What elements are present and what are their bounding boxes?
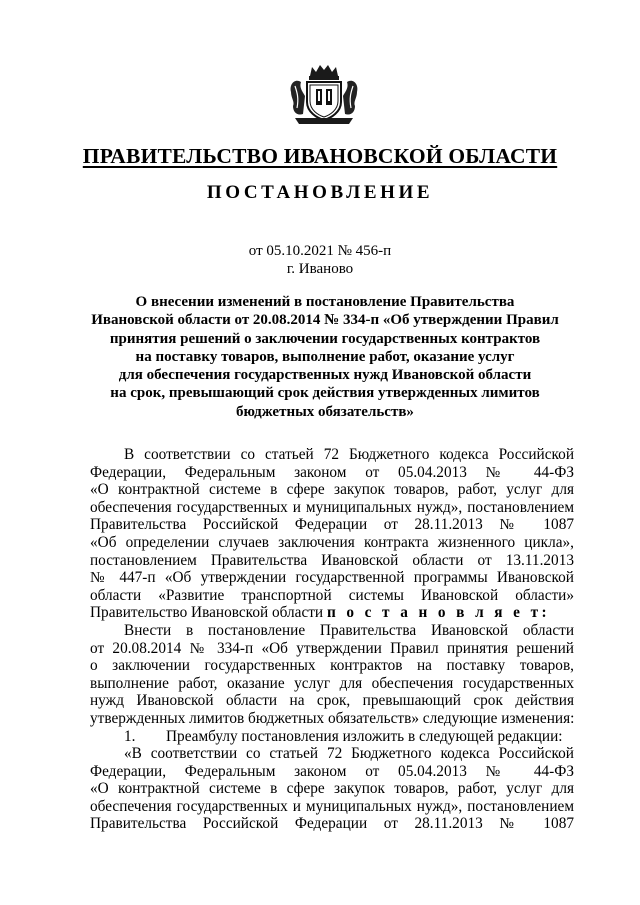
subject-line: принятия решений о заключении государственных контрактов [109,330,541,347]
body-line: от 20.08.2014 № 334-п «Об утверждении Правил принятия решений [90,639,574,657]
document-body [90,446,574,833]
body-line: Правительства Российской Федерации от 28.11.2013 № 1087 [90,815,574,833]
ivanovo-coat-of-arms-icon [285,62,363,126]
decree-word: п о с т а н о в л я е т: [326,604,550,622]
body-line-decree [90,604,574,622]
subject-line: для обеспечения государственных нужд Ивановской области [118,367,532,384]
body-line: «О контрактной системе в сфере закупок товаров, работ, услуг для [90,481,574,499]
body-line: обеспечения государственных и муниципальных нужд», постановлением [90,797,574,815]
body-line: Внести в постановление Правительства Ивановской области [124,621,574,639]
body-line: области «Развитие транспортной системы Ивановской области» [90,586,574,604]
subject-line: бюджетных обязательств» [236,403,414,420]
document-city: г. Иваново [286,261,354,277]
document-subject [80,293,570,421]
body-line: Правительства Российской Федерации от 28.11.2013 № 1087 [90,516,574,534]
body-line: «О контрактной системе в сфере закупок товаров, работ, услуг для [90,780,574,798]
body-line: обеспечения государственных и муниципальных нужд», постановлением [90,498,574,516]
body-line: «В соответствии со статьей 72 Бюджетного кодекса Российской [124,745,574,763]
body-line: утвержденных лимитов бюджетных обязательств» следующие изменения: [90,709,574,727]
subject-line: на поставку товаров, выполнение работ, оказание услуг [135,348,515,365]
body-line: Федерации, Федеральным законом от 05.04.2013 № 44-ФЗ [90,762,574,780]
organization-title: ПРАВИТЕЛЬСТВО ИВАНОВСКОЙ ОБЛАСТИ [82,144,558,168]
body-line: «Об определении случаев заключения контракта жизненного цикла», [90,533,574,551]
body-line: выполнение работ, оказание услуг для обеспечения государственных [90,674,574,692]
list-item-number: 1. [124,727,136,745]
body-line: В соответствии со статьей 72 Бюджетного кодекса Российской [124,446,574,463]
list-item-text: Преамбулу постановления изложить в следующей редакции: [166,727,563,745]
subject-line: О внесении изменений в постановление Правительства [135,294,515,310]
body-text: Правительство Ивановской области [90,604,324,622]
subject-line: на срок, превышающий срок действия утвержденных лимитов [110,385,540,402]
list-item-1 [90,728,574,746]
body-line: Федерации, Федеральным законом от 05.04.2013 № 44-ФЗ [90,463,574,481]
body-line: постановлением Правительства Ивановской области от 13.11.2013 [90,551,574,569]
subject-line: Ивановской области от 20.08.2014 № 334-п «Об утверждении Правил [91,312,559,329]
body-line: о заключении государственных контрактов на поставку товаров, [90,657,574,675]
document-date-number: от 05.10.2021 № 456-п [248,243,392,259]
body-line: нужд Ивановской области на срок, превышающий срок действия [90,692,574,710]
document-type-title: ПОСТАНОВЛЕНИЕ [206,182,434,203]
body-line: № 447-п «Об утверждении государственной программы Ивановской [90,569,574,587]
